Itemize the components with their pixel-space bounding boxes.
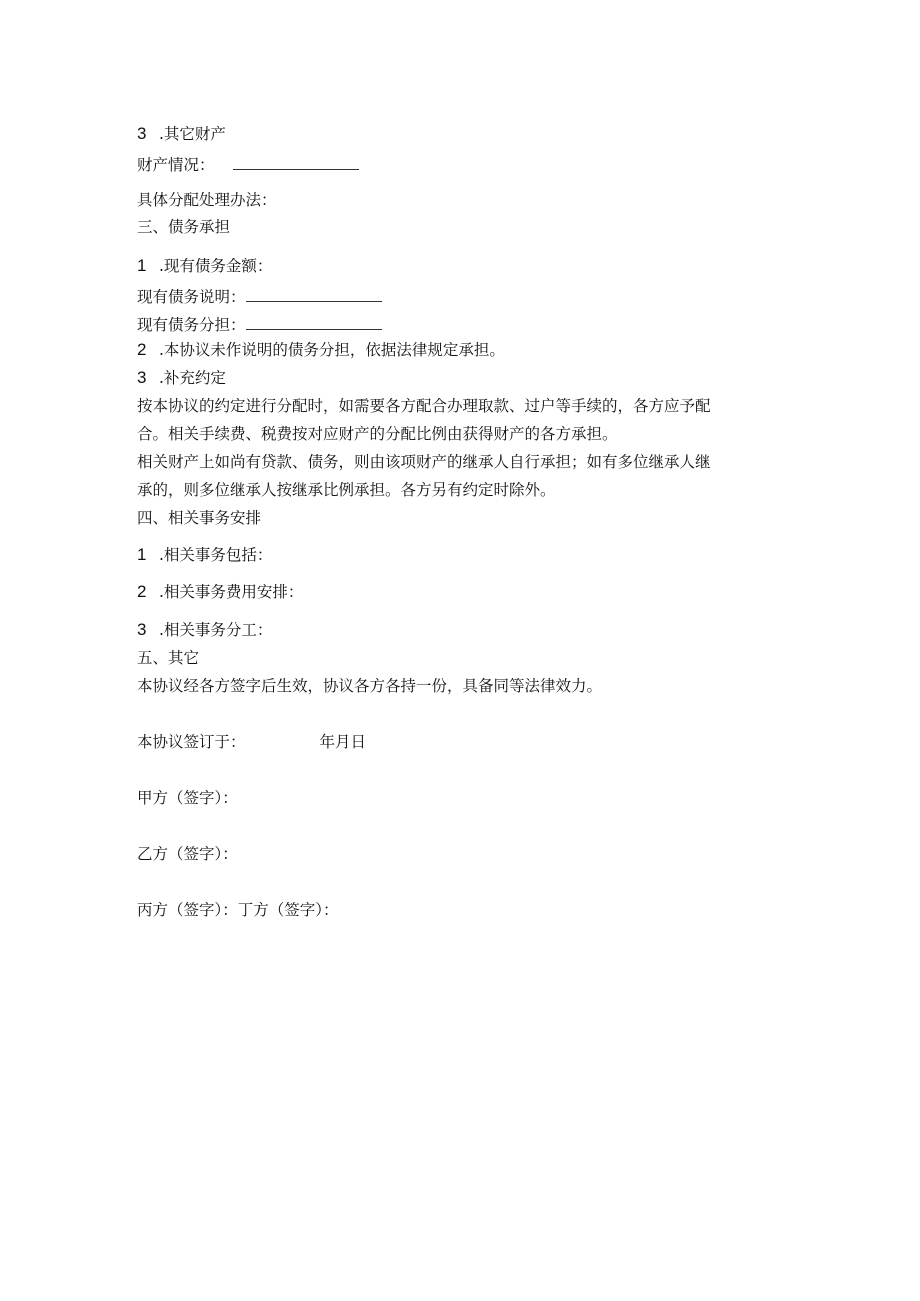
property-status-blank — [233, 153, 359, 170]
item-affairs-cost — [137, 582, 303, 604]
debt-share-blank — [246, 313, 382, 330]
debt-description-blank — [246, 285, 382, 302]
section-affairs-heading — [137, 508, 261, 530]
party-cd-signature — [137, 900, 339, 922]
party-b-label: 乙方（签字）： — [137, 845, 238, 863]
item-supplementary — [137, 368, 226, 390]
item-number: 3 — [137, 620, 147, 639]
signing-date-label: 本协议签订于： — [137, 733, 246, 751]
effectiveness-text: 本协议经各方签字后生效，协议各方各持一份，具备同等法律效力。 — [137, 677, 603, 695]
section-debt-heading — [137, 217, 230, 239]
paragraph-line — [137, 452, 711, 474]
effectiveness-line — [137, 676, 602, 698]
item-text: .现有债务金额： — [159, 257, 273, 275]
party-a-signature — [137, 788, 238, 810]
section-heading: 五、其它 — [137, 649, 200, 667]
party-c-label: 丙方（签字）： — [137, 901, 238, 919]
signing-date-value: 年月日 — [319, 733, 367, 751]
signing-date-line — [137, 732, 366, 754]
property-status-line — [137, 153, 359, 175]
distribution-method-label: 具体分配处理办法： — [137, 191, 277, 209]
debt-description-line — [137, 285, 382, 307]
debt-share-label: 现有债务分担： — [137, 316, 246, 334]
section-other-heading — [137, 648, 199, 670]
party-b-signature — [137, 844, 238, 866]
item-number: 3 — [137, 368, 147, 387]
paragraph-line — [137, 424, 618, 446]
paragraph-text: 按本协议的约定进行分配时，如需要各方配合办理取款、过户等手续的，各方应予配 — [137, 397, 711, 415]
item-debt-amount — [137, 256, 272, 278]
item-text: .相关事务分工： — [159, 621, 273, 639]
item-text: .相关事务包括： — [159, 546, 273, 564]
item-title: .其它财产 — [159, 125, 226, 143]
paragraph-text: 承的，则多位继承人按继承比例承担。各方另有约定时除外。 — [137, 481, 556, 499]
item-text: .相关事务费用安排： — [159, 583, 304, 601]
paragraph-text: 合。相关手续费、税费按对应财产的分配比例由获得财产的各方承担。 — [137, 425, 618, 443]
item-affairs-division — [137, 620, 272, 642]
property-status-label: 财产情况： — [137, 156, 215, 174]
section-heading: 四、相关事务安排 — [137, 509, 262, 527]
item-text: .本协议未作说明的债务分担，依据法律规定承担。 — [159, 341, 505, 359]
paragraph-text: 相关财产上如尚有贷款、债务，则由该项财产的继承人自行承担；如有多位继承人继 — [137, 453, 711, 471]
item-affairs-include — [137, 545, 272, 567]
item-number: 1 — [137, 545, 147, 564]
distribution-method-line — [137, 190, 277, 212]
debt-description-label: 现有债务说明： — [137, 288, 246, 306]
section-heading: 三、债务承担 — [137, 218, 231, 236]
paragraph-line — [137, 480, 556, 502]
party-d-label: 丁方（签字）： — [237, 901, 339, 919]
item-other-property — [137, 124, 226, 146]
party-a-label: 甲方（签字）： — [137, 789, 238, 807]
item-number: 1 — [137, 256, 147, 275]
item-number: 3 — [137, 124, 147, 143]
item-number: 2 — [137, 582, 147, 601]
debt-share-line — [137, 313, 382, 335]
item-text: .补充约定 — [159, 369, 226, 387]
paragraph-line — [137, 396, 711, 418]
item-number: 2 — [137, 340, 147, 359]
item-unstated-debt — [137, 340, 505, 362]
